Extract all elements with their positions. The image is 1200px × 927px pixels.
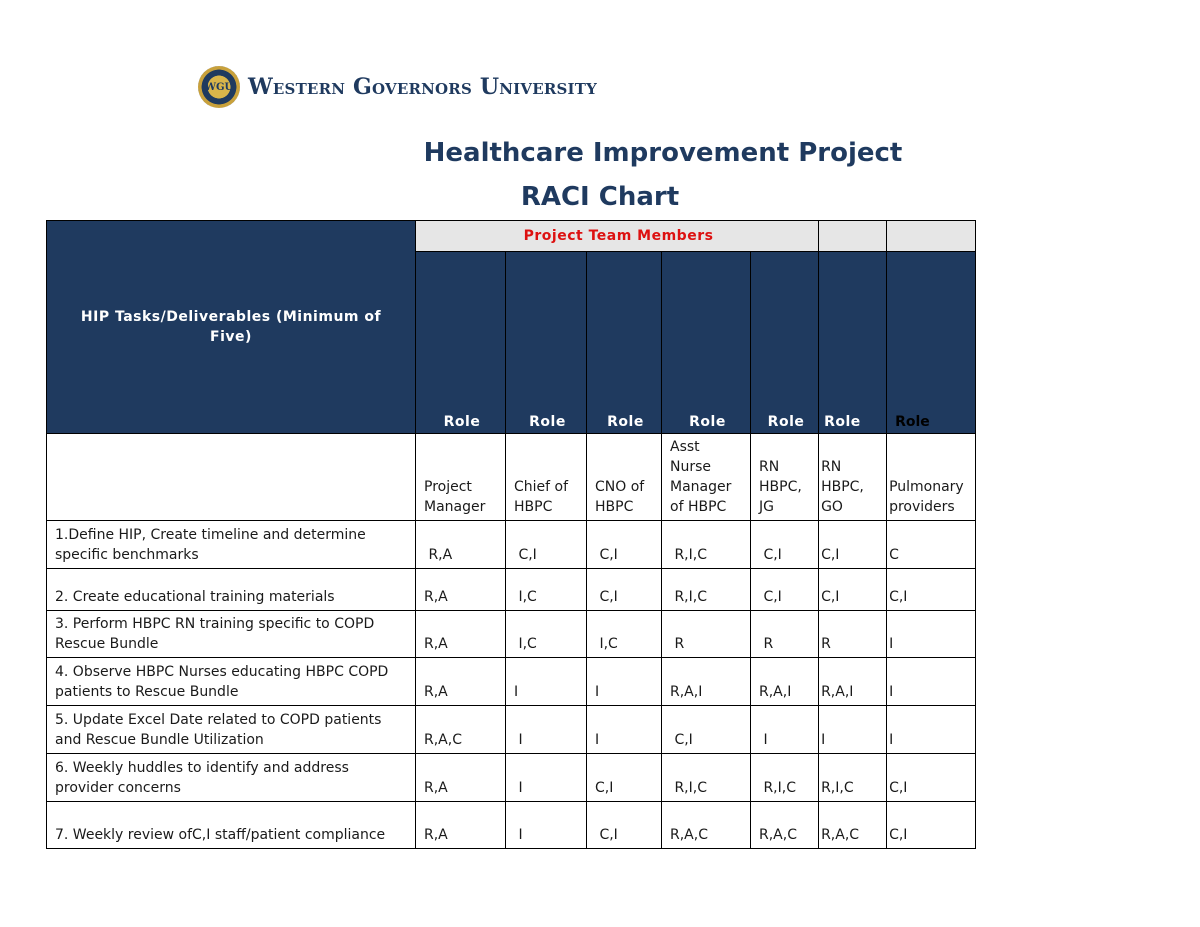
- role-header: Role: [887, 252, 976, 434]
- raci-value-cell: I: [751, 706, 819, 754]
- raci-value-cell: I: [887, 706, 976, 754]
- task-cell: 5. Update Excel Date related to COPD patients and Rescue Bundle Utilization: [47, 706, 416, 754]
- wgu-logo: [198, 66, 597, 108]
- raci-value-cell: I: [819, 706, 887, 754]
- table-row: [47, 521, 976, 569]
- raci-value-cell: I: [506, 754, 587, 802]
- tasks-header: HIP Tasks/Deliverables (Minimum of Five): [47, 221, 416, 434]
- university-name: Western Governors University: [248, 74, 598, 100]
- raci-value-cell: R,A,C: [819, 802, 887, 849]
- raci-value-cell: R,I,C: [819, 754, 887, 802]
- page-subtitle: RACI Chart: [520, 182, 680, 212]
- wgu-seal: WGU: [198, 66, 240, 108]
- raci-value-cell: R,I,C: [662, 754, 751, 802]
- member-cno-of-hbpc: CNO of HBPC: [587, 434, 662, 521]
- table-row: [47, 611, 976, 658]
- raci-value-cell: R,A,C: [662, 802, 751, 849]
- task-cell: 7. Weekly review ofC,I staff/patient compliance: [47, 802, 416, 849]
- raci-value-cell: R,A: [416, 658, 506, 706]
- role-header: Role: [587, 252, 662, 434]
- member-project-manager: Project Manager: [416, 434, 506, 521]
- task-cell: 6. Weekly huddles to identify and address provider concerns: [47, 754, 416, 802]
- raci-value-cell: I: [887, 611, 976, 658]
- raci-value-cell: C,I: [819, 521, 887, 569]
- role-header: Role: [506, 252, 587, 434]
- member-pulmonary-providers: Pulmonary providers: [887, 434, 976, 521]
- raci-value-cell: C,I: [506, 521, 587, 569]
- member-chief-of-hbpc: Chief of HBPC: [506, 434, 587, 521]
- raci-value-cell: R,A: [416, 611, 506, 658]
- raci-value-cell: C: [887, 521, 976, 569]
- raci-value-cell: C,I: [887, 802, 976, 849]
- raci-value-cell: R,A: [416, 754, 506, 802]
- raci-value-cell: R,I,C: [662, 569, 751, 611]
- raci-value-cell: I: [587, 658, 662, 706]
- raci-value-cell: R,A,I: [819, 658, 887, 706]
- member-rn-hbpc-go: RN HBPC, GO: [819, 434, 887, 521]
- raci-value-cell: R: [819, 611, 887, 658]
- raci-value-cell: R: [662, 611, 751, 658]
- raci-value-cell: C,I: [587, 569, 662, 611]
- raci-value-cell: I,C: [506, 611, 587, 658]
- page-title: Healthcare Improvement Project: [423, 138, 903, 168]
- raci-value-cell: R: [751, 611, 819, 658]
- raci-value-cell: R,I,C: [662, 521, 751, 569]
- raci-value-cell: I: [506, 706, 587, 754]
- raci-value-cell: I: [506, 802, 587, 849]
- table-row: [47, 754, 976, 802]
- raci-value-cell: I,C: [587, 611, 662, 658]
- member-label-blank: [47, 434, 416, 521]
- table-row: [47, 569, 976, 611]
- member-asst-nurse-manager: Asst Nurse Manager of HBPC: [662, 434, 751, 521]
- raci-value-cell: C,I: [587, 754, 662, 802]
- task-cell: 3. Perform HBPC RN training specific to COPD Rescue Bundle: [47, 611, 416, 658]
- raci-value-cell: R,A: [416, 802, 506, 849]
- raci-table: [46, 220, 976, 849]
- role-header: Role: [819, 252, 887, 434]
- raci-value-cell: I,C: [506, 569, 587, 611]
- role-header: Role: [662, 252, 751, 434]
- raci-value-cell: R,A,I: [662, 658, 751, 706]
- role-header: Role: [751, 252, 819, 434]
- table-row: [47, 706, 976, 754]
- table-row: [47, 802, 976, 849]
- raci-value-cell: C,I: [587, 521, 662, 569]
- raci-value-cell: I: [887, 658, 976, 706]
- task-cell: 4. Observe HBPC Nurses educating HBPC COPD patients to Rescue Bundle: [47, 658, 416, 706]
- raci-value-cell: R,A,C: [416, 706, 506, 754]
- raci-value-cell: C,I: [819, 569, 887, 611]
- raci-value-cell: R,A,I: [751, 658, 819, 706]
- header-blank-cell: [887, 221, 976, 252]
- role-header: Role: [416, 252, 506, 434]
- project-team-members-header: Project Team Members: [416, 221, 819, 252]
- member-rn-hbpc-jg: RN HBPC, JG: [751, 434, 819, 521]
- raci-value-cell: C,I: [887, 754, 976, 802]
- raci-value-cell: C,I: [887, 569, 976, 611]
- table-row: [47, 658, 976, 706]
- raci-value-cell: R,A: [416, 521, 506, 569]
- raci-value-cell: R,A: [416, 569, 506, 611]
- raci-value-cell: R,I,C: [751, 754, 819, 802]
- raci-value-cell: C,I: [662, 706, 751, 754]
- task-cell: 2. Create educational training materials: [47, 569, 416, 611]
- raci-value-cell: R,A,C: [751, 802, 819, 849]
- header-blank-cell: [819, 221, 887, 252]
- raci-value-cell: I: [587, 706, 662, 754]
- raci-value-cell: C,I: [751, 569, 819, 611]
- raci-value-cell: C,I: [751, 521, 819, 569]
- raci-value-cell: C,I: [587, 802, 662, 849]
- task-cell: 1.Define HIP, Create timeline and determine specific benchmarks: [47, 521, 416, 569]
- raci-value-cell: I: [506, 658, 587, 706]
